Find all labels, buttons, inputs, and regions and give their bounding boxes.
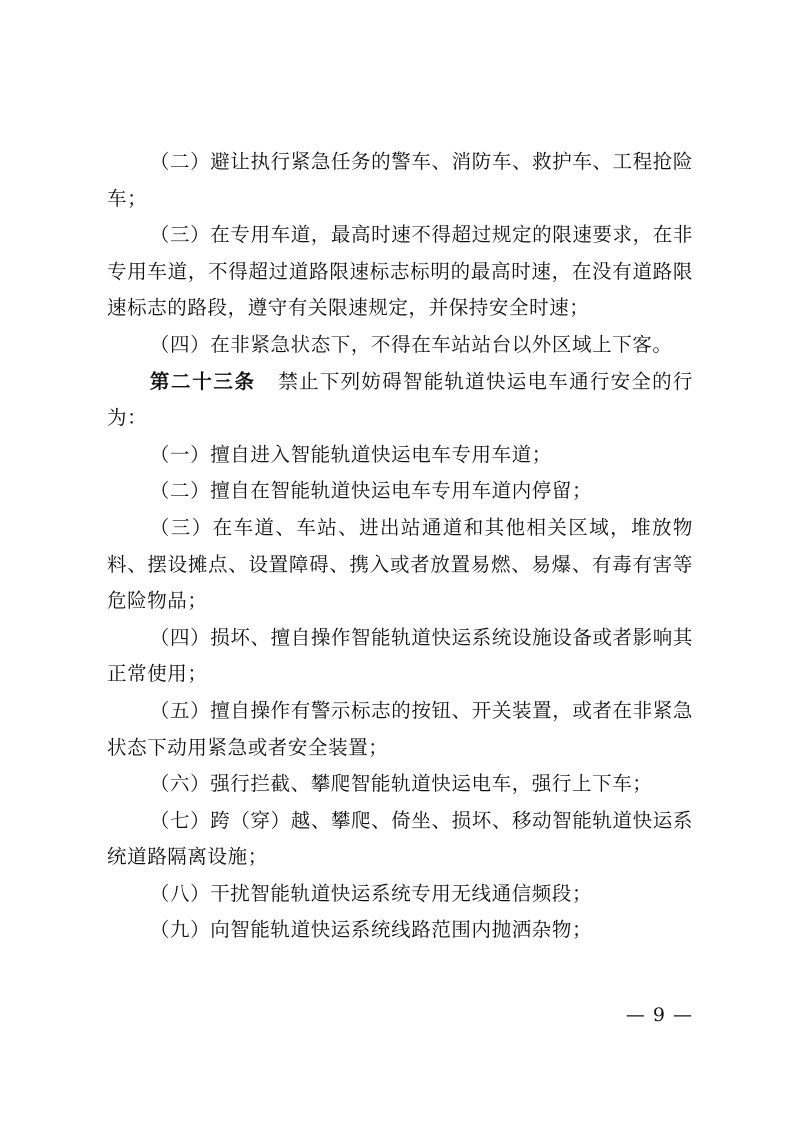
- paragraph-item-3b: （三）在车道、车站、进出站通道和其他相关区域，堆放物料、摆设摊点、设置障碍、携入或者放置易燃、易爆、有毒有害等危险物品；: [107, 515, 693, 613]
- article-text: 禁止下列妨碍智能轨道快运电车通行安全的行为：: [107, 369, 693, 430]
- paragraph-item-2b: （二）擅自在智能轨道快运电车专用车道内停留；: [149, 479, 593, 503]
- paragraph-item-7: （七）跨（穿）越、攀爬、倚坐、损坏、移动智能轨道快运系统道路隔离设施；: [107, 808, 693, 869]
- article-number: 第二十三条: [149, 369, 256, 393]
- paragraph-item-9: （九）向智能轨道快运系统线路范围内抛洒杂物；: [149, 918, 593, 942]
- paragraph-item-4: （四）在非紧急状态下，不得在车站站台以外区域上下客。: [149, 332, 673, 356]
- paragraph-item-6: （六）强行拦截、攀爬智能轨道快运电车，强行上下车；: [149, 772, 653, 796]
- paragraph-item-5: （五）擅自操作有警示标志的按钮、开关装置，或者在非紧急状态下动用紧急或者安全装置；: [107, 698, 693, 759]
- article-23: [107, 364, 693, 437]
- paragraph-item-8: （八）干扰智能轨道快运系统专用无线通信频段；: [149, 881, 593, 905]
- paragraph-item-2: （二）避让执行紧急任务的警车、消防车、救护车、工程抢险车；: [107, 150, 693, 210]
- body-text: [107, 144, 693, 949]
- paragraph-item-4b: （四）损坏、擅自操作智能轨道快运系统设施设备或者影响其正常使用；: [107, 625, 693, 686]
- paragraph-item-1: （一）擅自进入智能轨道快运电车专用车道；: [149, 442, 552, 466]
- paragraph-item-3: （三）在专用车道，最高时速不得超过规定的限速要求，在非专用车道，不得超过道路限速标志标明的最高时速，在没有道路限速标志的路段，遵守有关限速规定，并保持安全时速；: [107, 223, 693, 320]
- page-number: — 9 —: [625, 1004, 693, 1026]
